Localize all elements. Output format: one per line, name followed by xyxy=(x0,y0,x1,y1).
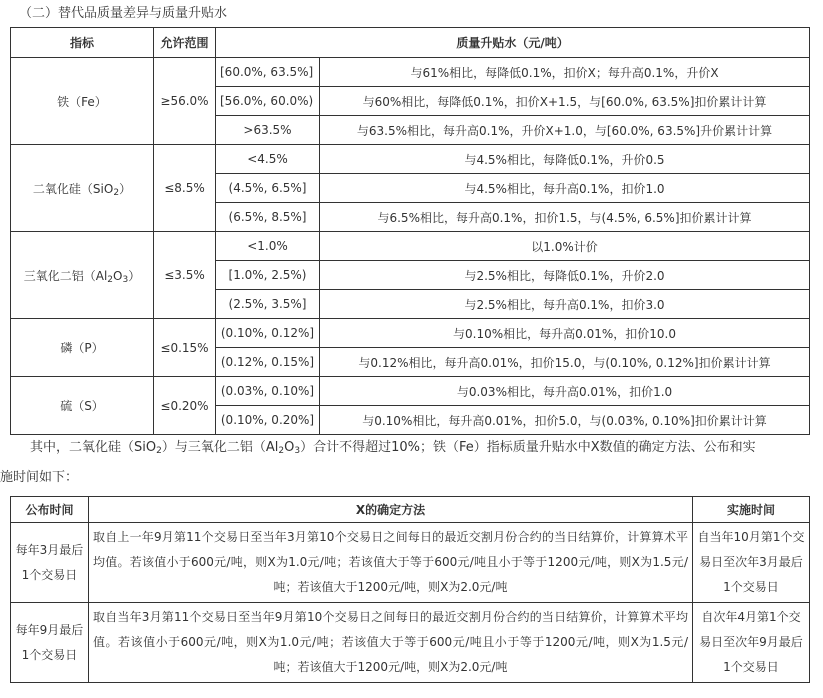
range-cell: (2.5%, 3.5%] xyxy=(216,290,320,319)
rule-cell: 与0.10%相比，每升高0.01%，扣价10.0 xyxy=(320,319,810,348)
note-part1: 其中，二氧化硅（SiO xyxy=(30,440,157,455)
indicator-sio2 xyxy=(11,145,154,232)
indicator-al2o3-close: ） xyxy=(128,268,141,283)
allowed-al2o3: ≤3.5% xyxy=(154,232,216,319)
note-line2 xyxy=(0,466,823,490)
x-value-table xyxy=(10,496,810,683)
range-cell: (0.10%, 0.12%] xyxy=(216,319,320,348)
rule-cell: 与0.12%相比，每升高0.01%，扣价15.0，与(0.10%, 0.12%]扣价累计计算 xyxy=(320,348,810,377)
range-cell: (0.10%, 0.20%] xyxy=(216,406,320,435)
method-cell: 取自上一年9月第11个交易日至当年3月第10个交易日之间每日的最近交割月份合约的当日结算价，计算算术平均值。若该值小于600元/吨，则X为1.0元/吨；若该值大于等于600元/吨且小于等于1200元/吨，则X为1.5元/吨；若该值大于1200元/吨，则X为2.0元/吨 xyxy=(89,523,693,603)
indicator-fe: 铁（Fe） xyxy=(11,58,154,145)
rule-cell: 与2.5%相比，每降低0.1%，升价2.0 xyxy=(320,261,810,290)
rule-cell: 与2.5%相比，每升高0.1%，扣价3.0 xyxy=(320,290,810,319)
table-row xyxy=(11,145,810,174)
rule-cell: 与6.5%相比，每升高0.1%，扣价1.5，与(4.5%, 6.5%]扣价累计计算 xyxy=(320,203,810,232)
rule-cell: 与4.5%相比，每升高0.1%，扣价1.0 xyxy=(320,174,810,203)
table-row xyxy=(11,603,810,683)
allowed-sio2: ≤8.5% xyxy=(154,145,216,232)
rule-cell: 与60%相比，每降低0.1%，扣价X+1.5，与[60.0%, 63.5%]扣价累计计算 xyxy=(320,87,810,116)
indicator-sio2-text: 二氧化硅（SiO xyxy=(32,181,114,196)
range-cell: >63.5% xyxy=(216,116,320,145)
rule-cell: 与61%相比，每降低0.1%，扣价X；每升高0.1%，升价X xyxy=(320,58,810,87)
table-row xyxy=(11,523,810,603)
header-allowed-range: 允许范围 xyxy=(154,28,216,58)
table-row xyxy=(11,58,810,87)
subscript: 2 xyxy=(278,446,285,456)
header-effective-time: 实施时间 xyxy=(693,497,810,523)
subscript: 2 xyxy=(107,274,114,285)
allowed-s: ≤0.20% xyxy=(154,377,216,435)
indicator-al2o3-o: O xyxy=(113,268,123,283)
subscript: 2 xyxy=(113,187,120,198)
quality-premium-table xyxy=(10,27,810,435)
range-cell: <4.5% xyxy=(216,145,320,174)
rule-cell: 与4.5%相比，每降低0.1%，升价0.5 xyxy=(320,145,810,174)
effective-cell: 自当年10月第1个交易日至次年3月最后1个交易日 xyxy=(693,523,810,603)
note-part3: O xyxy=(284,440,295,455)
indicator-sio2-close: ） xyxy=(119,181,132,196)
range-cell: <1.0% xyxy=(216,232,320,261)
table-row xyxy=(11,377,810,406)
range-cell: (6.5%, 8.5%] xyxy=(216,203,320,232)
rule-cell: 与0.10%相比，每升高0.01%，扣价5.0，与(0.03%, 0.10%]扣价累计计算 xyxy=(320,406,810,435)
range-cell: [1.0%, 2.5%) xyxy=(216,261,320,290)
header-indicator: 指标 xyxy=(11,28,154,58)
subscript: 2 xyxy=(156,446,162,456)
table-header-row xyxy=(11,28,810,58)
method-cell: 取自当年3月第11个交易日至当年9月第10个交易日之间每日的最近交割月份合约的当日结算价，计算算术平均值。若该值小于600元/吨，则X为1.0元/吨；若该值大于等于600元/吨且小于等于1200元/吨，则X为1.5元/吨；若该值大于1200元/吨，则X为2.0元/吨 xyxy=(89,603,693,683)
publish-cell: 每年3月最后1个交易日 xyxy=(11,523,89,603)
indicator-p: 磷（P） xyxy=(11,319,154,377)
header-publish-time: 公布时间 xyxy=(11,497,89,523)
range-cell: (4.5%, 6.5%] xyxy=(216,174,320,203)
table-row xyxy=(11,319,810,348)
header-x-method: X的确定方法 xyxy=(89,497,693,523)
allowed-fe: ≥56.0% xyxy=(154,58,216,145)
note-line2-text: 施时间如下： xyxy=(0,470,79,485)
range-cell: [56.0%, 60.0%) xyxy=(216,87,320,116)
publish-cell: 每年9月最后1个交易日 xyxy=(11,603,89,683)
range-cell: (0.03%, 0.10%] xyxy=(216,377,320,406)
rule-cell: 与0.03%相比，每升高0.01%，扣价1.0 xyxy=(320,377,810,406)
header-quality-premium: 质量升贴水（元/吨） xyxy=(216,28,810,58)
indicator-al2o3 xyxy=(11,232,154,319)
note-part4: ）合计不得超过10%；铁（Fe）指标质量升贴水中X数值的确定方法、公布和实 xyxy=(300,440,756,455)
rule-cell: 与63.5%相比，每升高0.1%，升价X+1.0，与[60.0%, 63.5%]升价累计计算 xyxy=(320,116,810,145)
table-row xyxy=(11,232,810,261)
note-part2: ）与三氧化二铝（Al xyxy=(161,440,279,455)
note-paragraph xyxy=(0,436,823,460)
range-cell: [60.0%, 63.5%] xyxy=(216,58,320,87)
range-cell: (0.12%, 0.15%] xyxy=(216,348,320,377)
subscript: 3 xyxy=(294,446,301,456)
effective-cell: 自次年4月第1个交易日至次年9月最后1个交易日 xyxy=(693,603,810,683)
subscript: 3 xyxy=(122,274,129,285)
table-header-row xyxy=(11,497,810,523)
indicator-al2o3-text: 三氧化二铝（Al xyxy=(23,268,108,283)
indicator-s: 硫（S） xyxy=(11,377,154,435)
allowed-p: ≤0.15% xyxy=(154,319,216,377)
section-heading: （二）替代品质量差异与质量升贴水 xyxy=(19,6,228,21)
rule-cell: 以1.0%计价 xyxy=(320,232,810,261)
